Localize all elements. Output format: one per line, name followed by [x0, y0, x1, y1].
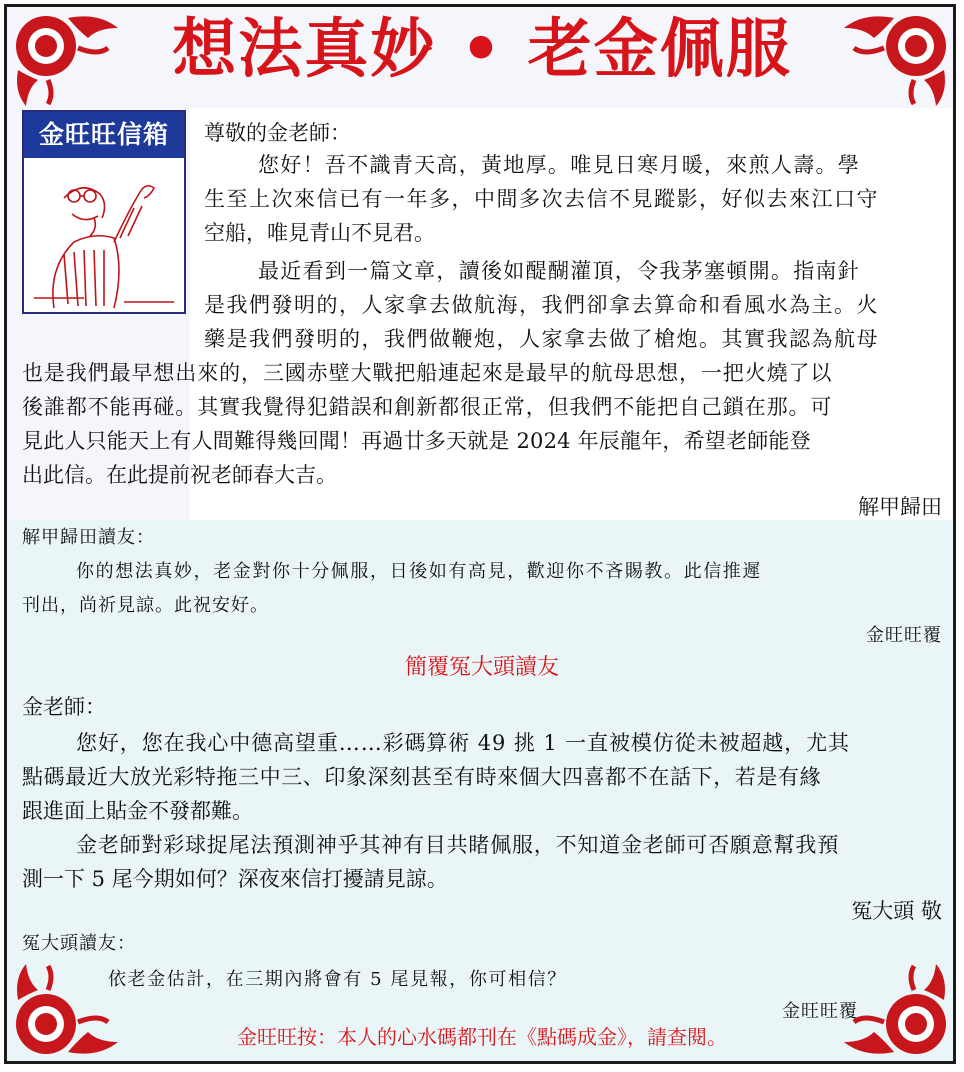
letter1-line: 見此人只能天上有人間難得幾回聞！再過廿多天就是 2024 年辰龍年，希望老師能登 [22, 429, 811, 453]
reply2-greeting: 冤大頭讀友： [22, 933, 136, 954]
reply1-line: 你的想法真妙，老金對你十分佩服，日後如有高見，歡迎你不吝賜教。此信推遲 [76, 561, 762, 582]
letter1-line: 最近看到一篇文章，讀後如醍醐灌頂，令我茅塞頓開。指南針 [258, 259, 861, 283]
reply1-line: 刊出，尚祈見諒。此祝安好。 [22, 595, 269, 616]
letter2-line: 測一下 5 尾今期如何？深夜來信打擾請見諒。 [22, 867, 448, 891]
letter1-line: 也是我們最早想出來的，三國赤壁大戰把船連起來是最早的航母思想，一把火燒了以 [22, 361, 833, 385]
footer-note: 金旺旺按：本人的心水碼都刊在《點碼成金》，請查閱。 [237, 1025, 727, 1049]
letter1-line: 是我們發明的，人家拿去做航海，我們卻拿去算命和看風水為主。火 [204, 293, 879, 317]
letter2-signature: 冤大頭 敬 [851, 899, 942, 923]
letter2-greeting: 金老師： [22, 695, 106, 719]
letter1-line: 生至上次來信已有一年多，中間多次去信不見蹤影，好似去來江口守 [204, 187, 879, 211]
letter1-line: 出此信。在此提前祝老師春大吉。 [22, 463, 337, 487]
letter1-signature: 解甲歸田 [858, 495, 942, 519]
letter2-line: 跟進面上貼金不發都難。 [22, 799, 253, 823]
reply1-signature: 金旺旺覆 [866, 625, 942, 646]
section-title: 簡覆冤大頭讀友 [404, 655, 559, 680]
letter2-line: 點碼最近大放光彩特拖三中三、印象深刻甚至有時來個大四喜都不在話下，若是有緣 [22, 765, 822, 789]
mailbox-title: 金旺旺信箱 [24, 112, 184, 158]
reply2-line: 依老金估計，在三期內將會有 5 尾見報，你可相信？ [108, 969, 567, 990]
letter1-line: 藥是我們發明的，我們做鞭炮，人家拿去做了槍炮。其實我認為航母 [204, 327, 879, 351]
mailbox-badge [22, 110, 186, 314]
page-title: 想法真妙 • 老金佩服 [172, 13, 792, 87]
letter1-line: 您好！吾不識青天高，黃地厚。唯見日寒月暖，來煎人壽。學 [258, 153, 861, 177]
letter1-line: 空船，唯見青山不見君。 [204, 221, 435, 245]
letter1-greeting: 尊敬的金老師： [204, 121, 351, 145]
reply1-greeting: 解甲歸田讀友： [22, 527, 155, 548]
columnist-illustration [24, 158, 184, 312]
reply2-signature: 金旺旺覆 [782, 1001, 858, 1022]
letter2-line: 您好，您在我心中德高望重……彩碼算術 49 挑 1 一直被模仿從未被超越，尤其 [76, 731, 850, 755]
letter1-line: 後誰都不能再碰。其實我覺得犯錯誤和創新都很正常，但我們不能把自己鎖在那。可 [22, 395, 833, 419]
letter2-line: 金老師對彩球捉尾法預測神乎其神有目共睹佩服，不知道金老師可否願意幫我預 [76, 833, 839, 857]
